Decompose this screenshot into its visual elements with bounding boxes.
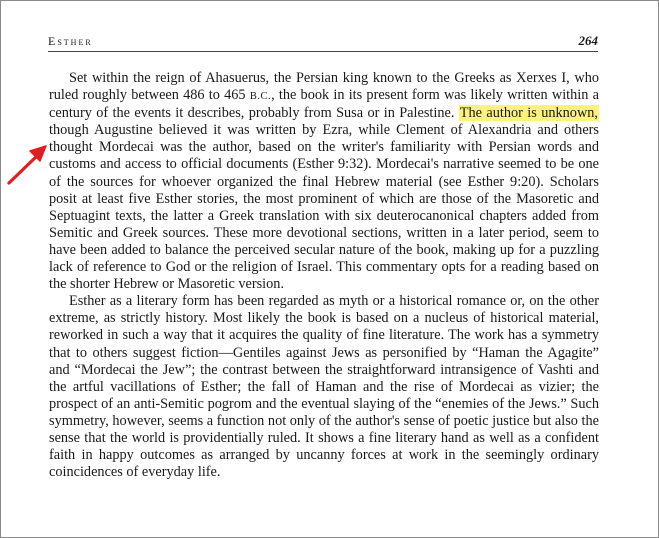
paragraph-2: Esther as a literary form has been regarded as myth or a historical romance or, on the other extreme, as strictly history. Most likely the book is based on a nucleus of historical material, reworked in such a way that it acquires the quality of fine literature. The work has a symmetry that to others suggest fiction—Gentiles against Jews as personified by “Haman the Agagite” and “Mordecai the Jew”; the contrast between the straightforward intransigence of Vashti and the artful vacillations of Esther; the fall of Haman and the rise of Mordecai as vizier; the prospect of an anti-Semitic pogrom and the eventual slaying of the “enemies of the Jews.” Such symmetry, however, seems a function not only of the author's sense of poetic justice but also the sense that the world is providentially ruled. It shows a fine literary hand as well as a confident faith in happy outcomes as arranged by uncanny forces at work in the seemingly ordinary coincidences of everyday life. [49, 293, 599, 481]
paragraph-1-part-3: though Augustine believed it was written by Ezra, while Clement of Alexandria and others thought Mordecai was the author, based on the writer's familiarity with Persian words and customs and access to official documents (Esther 9:32). Mordecai's narrative seemed to be one of the sources for whoever organized the final Hebrew material (see Esther 9:20). Scholars posit at least five Esther stories, the most prominent of which are those of the Masoretic and Septuagint texts, the latter a Greek translation with six deuterocanonical chapters added from Semitic and Greek sources. These more devotional sections, written in a later period, seem to have been added to balance the perceived secular nature of the book, making up for a puzzling lack of reference to God or the religion of Israel. This commentary opts for a reading based on the shorter Hebrew or Masoretic version. [49, 122, 599, 293]
era-abbreviation: B.C. [249, 91, 272, 103]
page-number: 264 [578, 33, 598, 48]
running-header [48, 33, 598, 52]
paragraph-1-part-2: , the book in its present form was likely written within a century of the events it describes, probably from Susa or in Palestine. [49, 87, 599, 122]
paragraph-1 [49, 70, 599, 293]
running-title: Esther [48, 34, 93, 48]
paragraph-1-part-1: Set within the reign of Ahasuerus, the Persian king known to the Greeks as Xerxes I, who ruled roughly between 486 to 465 [49, 70, 599, 104]
body-text [49, 70, 599, 481]
highlighted-sentence: The author is unknown, [459, 105, 598, 122]
